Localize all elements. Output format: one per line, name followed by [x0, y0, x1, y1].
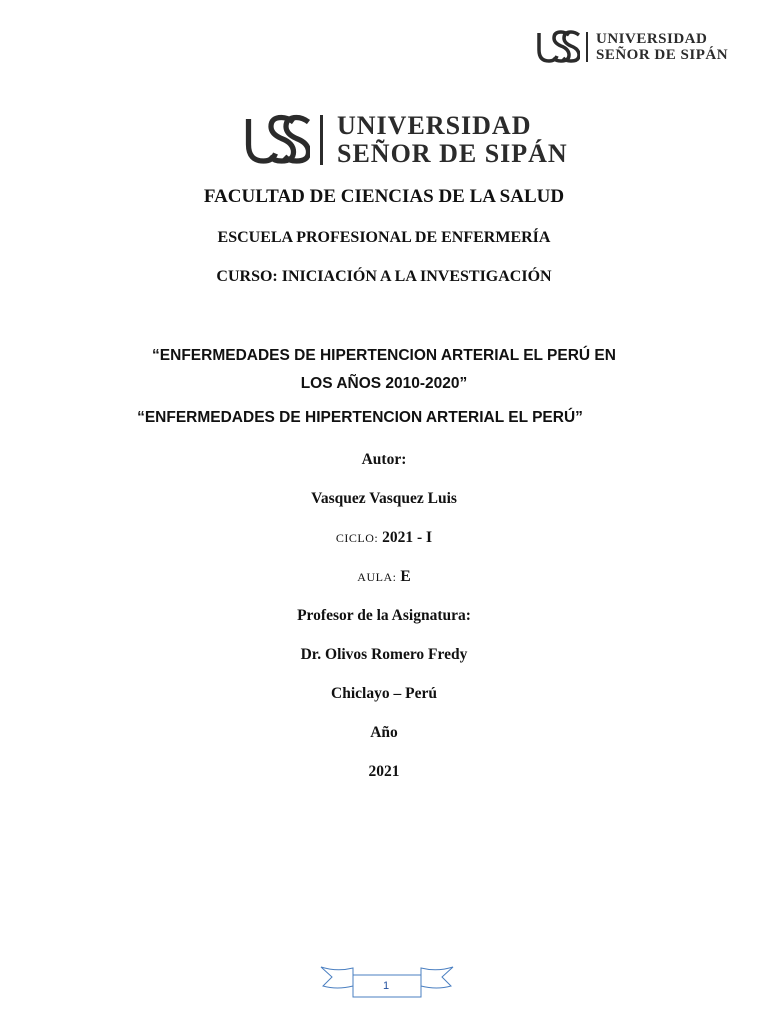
- title-line2: LOS AÑOS 2010-2020”: [300, 375, 468, 392]
- uss-monogram-icon: [244, 112, 310, 168]
- course-heading: CURSO: INICIACIÓN A LA INVESTIGACIÓN: [216, 268, 552, 285]
- logo-line1: UNIVERSIDAD: [337, 111, 532, 140]
- ciclo-label: CICLO:: [335, 531, 379, 545]
- document-title-repeat: “ENFERMEDADES DE HIPERTENCION ARTERIAL EL PERÚ”: [137, 409, 583, 426]
- year-value: 2021: [368, 763, 400, 780]
- logo-wordmark: [596, 31, 728, 63]
- logo-divider: [320, 115, 323, 165]
- logo-line1: UNIVERSIDAD: [596, 31, 708, 47]
- logo-line2: SEÑOR DE SIPÁN: [596, 47, 729, 63]
- header-logo: [536, 30, 728, 64]
- uss-monogram-icon: [536, 30, 580, 64]
- professor-name: Dr. Olivos Romero Fredy: [300, 646, 468, 663]
- logo-line2: SEÑOR DE SIPÁN: [337, 139, 568, 168]
- title-line1: “ENFERMEDADES DE HIPERTENCION ARTERIAL EL PERÚ EN: [152, 347, 616, 364]
- aula-value: E: [400, 568, 411, 585]
- place: Chiclayo – Perú: [331, 685, 437, 702]
- professor-label: Profesor de la Asignatura:: [297, 607, 471, 624]
- page-number: 1: [382, 980, 390, 992]
- author-name: Vasquez Vasquez Luis: [311, 490, 457, 507]
- school-heading: ESCUELA PROFESIONAL DE ENFERMERÍA: [217, 229, 551, 246]
- logo-divider: [586, 32, 588, 62]
- author-label: Autor:: [361, 451, 407, 468]
- aula-line: [0, 568, 768, 586]
- aula-label: AULA:: [357, 570, 397, 584]
- document-title: [0, 342, 768, 398]
- ciclo-value: 2021 - I: [382, 529, 433, 546]
- faculty-heading: FACULTAD DE CIENCIAS DE LA SALUD: [203, 186, 565, 207]
- main-logo: [244, 112, 568, 168]
- logo-wordmark: [337, 112, 568, 168]
- ciclo-line: [0, 529, 768, 547]
- year-label: Año: [370, 724, 398, 741]
